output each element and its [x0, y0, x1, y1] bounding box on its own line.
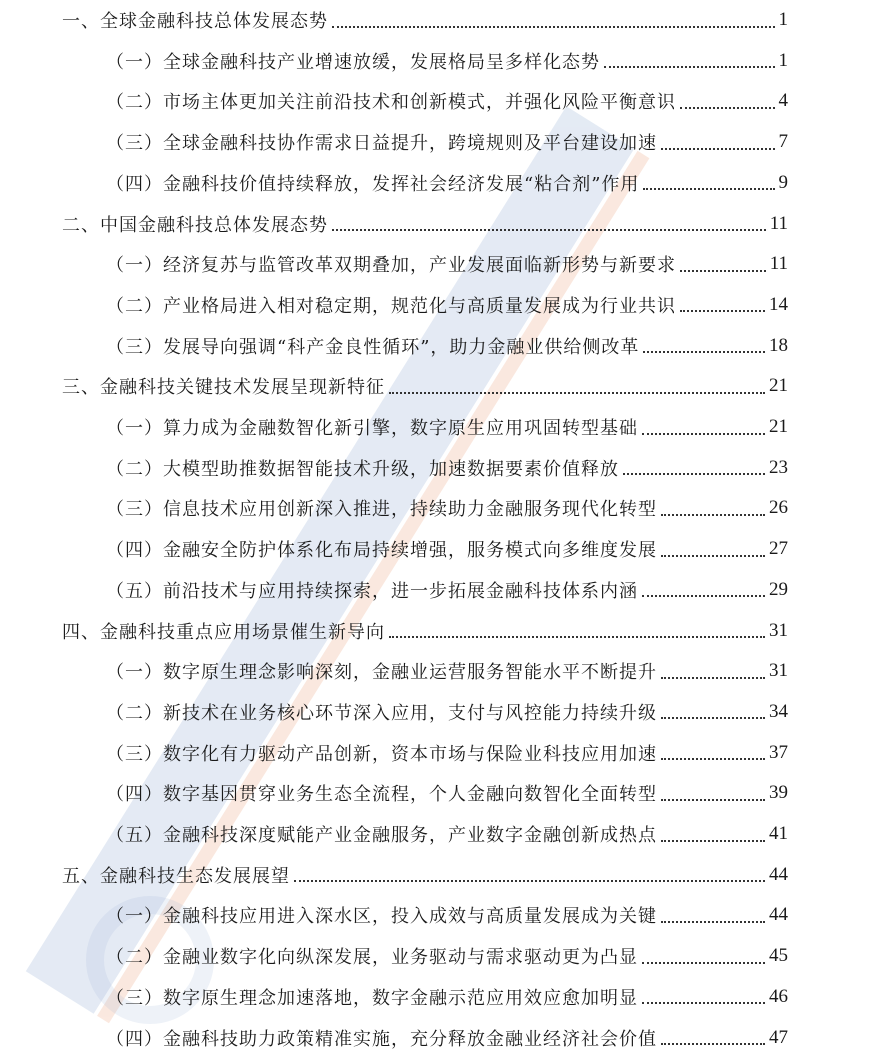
toc-page-number: 11: [769, 253, 788, 275]
toc-entry-title: 三、金融科技关键技术发展呈现新特征: [62, 377, 385, 399]
toc-entry-title: 四、金融科技重点应用场景催生新导向: [62, 621, 385, 643]
toc-entry-title: 二、中国金融科技总体发展态势: [62, 214, 328, 236]
toc-subsection-entry: [106, 773, 788, 813]
dot-leader: [294, 879, 765, 882]
toc-entry-title: （三）发展导向强调“科产金良性循环”，助力金融业供给侧改革: [106, 336, 640, 358]
toc-page-number: 11: [769, 212, 788, 234]
dot-leader: [661, 676, 765, 679]
toc-subsection-entry: [106, 570, 788, 610]
dot-leader: [661, 798, 765, 801]
toc-page-number: 44: [769, 863, 788, 885]
toc-subsection-entry: [106, 529, 788, 569]
toc-page-number: 21: [769, 375, 788, 397]
dot-leader: [643, 187, 774, 190]
dot-leader: [642, 961, 765, 964]
toc-subsection-entry: [106, 122, 788, 162]
toc-page-number: 7: [778, 131, 788, 153]
toc-entry-title: （一）经济复苏与监管改革双期叠加，产业发展面临新形势与新要求: [106, 255, 676, 277]
toc-section-entry: [62, 204, 788, 244]
toc-page-number: 37: [769, 741, 788, 763]
dot-leader: [661, 716, 765, 719]
toc-page-number: 46: [769, 985, 788, 1007]
dot-leader: [642, 594, 765, 597]
dot-leader: [680, 309, 765, 312]
toc-entry-title: （五）金融科技深度赋能产业金融服务，产业数字金融创新成热点: [106, 825, 657, 846]
toc-page-number: 44: [769, 904, 788, 926]
toc-subsection-entry: [106, 244, 788, 284]
dot-leader: [661, 839, 765, 842]
dot-leader: [332, 25, 775, 28]
toc-page-number: 47: [769, 1026, 788, 1048]
toc-page-number: 45: [769, 945, 788, 967]
toc-entry-title: （一）数字原生理念影响深刻，金融业运营服务智能水平不断提升: [106, 662, 657, 684]
dot-leader: [389, 635, 765, 638]
toc-page-number: 31: [769, 619, 788, 641]
toc-page-number: 27: [769, 538, 788, 560]
toc-subsection-entry: [106, 163, 788, 203]
toc-subsection-entry: [106, 814, 788, 854]
toc-entry-title: （四）金融科技价值持续释放，发挥社会经济发展“粘合剂”作用: [106, 173, 640, 195]
dot-leader: [680, 269, 766, 272]
toc-entry-title: 一、全球金融科技总体发展态势: [62, 11, 328, 32]
dot-leader: [623, 472, 765, 475]
toc-entry-title: （五）前沿技术与应用持续探索，进一步拓展金融科技体系内涵: [106, 580, 638, 602]
toc-entry-title: （一）金融科技应用进入深水区，投入成效与高质量发展成为关键: [106, 906, 657, 928]
dot-leader: [661, 1042, 765, 1045]
toc-entry-title: （四）数字基因贯穿业务生态全流程，个人金融向数智化全面转型: [106, 784, 657, 806]
toc-subsection-entry: [106, 977, 788, 1017]
toc-subsection-entry: [106, 733, 788, 773]
dot-leader: [642, 1001, 765, 1004]
toc-entry-title: 五、金融科技生态发展展望: [62, 865, 290, 887]
toc-page-number: 41: [769, 823, 788, 844]
toc-section-entry: [62, 611, 788, 651]
toc-entry-title: （三）信息技术应用创新深入推进，持续助力金融服务现代化转型: [106, 499, 657, 521]
toc-subsection-entry: [106, 692, 788, 732]
toc-section-entry: [62, 855, 788, 895]
dot-leader: [661, 513, 765, 516]
toc-entry-title: （四）金融安全防护体系化布局持续增强，服务模式向多维度发展: [106, 540, 657, 562]
toc-entry-title: （三）全球金融科技协作需求日益提升，跨境规则及平台建设加速: [106, 133, 657, 155]
toc-subsection-entry: [106, 1018, 788, 1058]
toc-entry-title: （一）算力成为金融数智化新引擎，数字原生应用巩固转型基础: [106, 418, 638, 439]
dot-leader: [332, 228, 766, 231]
toc-entry-title: （三）数字化有力驱动产品创新，资本市场与保险业科技应用加速: [106, 743, 657, 765]
dot-leader: [604, 65, 775, 68]
toc-page-number: 14: [769, 293, 788, 315]
dot-leader: [389, 391, 765, 394]
toc-entry-title: （四）金融科技助力政策精准实施，充分释放金融业经济社会价值: [106, 1028, 657, 1050]
toc-section-entry: [62, 0, 788, 40]
dot-leader: [680, 106, 775, 109]
toc-subsection-entry: [106, 936, 788, 976]
toc-page-number: 9: [778, 171, 788, 193]
toc-page-number: 23: [769, 456, 788, 478]
toc-subsection-entry: [106, 448, 788, 488]
toc-entry-title: （三）数字原生理念加速落地，数字金融示范应用效应愈加明显: [106, 987, 638, 1009]
toc-subsection-entry: [106, 326, 788, 366]
toc-entry-title: （二）市场主体更加关注前沿技术和创新模式，并强化风险平衡意识: [106, 92, 676, 114]
toc-subsection-entry: [106, 81, 788, 121]
toc-entry-title: （二）新技术在业务核心环节深入应用，支付与风控能力持续升级: [106, 702, 657, 724]
toc-page-number: 18: [769, 334, 788, 356]
dot-leader: [642, 432, 765, 435]
dot-leader: [661, 147, 775, 150]
toc-page-number: 29: [769, 578, 788, 600]
toc-page-number: 1: [778, 9, 788, 30]
toc-page-number: 31: [769, 660, 788, 682]
toc-subsection-entry: [106, 488, 788, 528]
dot-leader: [643, 350, 765, 353]
dot-leader: [661, 920, 765, 923]
toc-page-number: 39: [769, 782, 788, 804]
toc-page-number: 26: [769, 497, 788, 519]
toc-subsection-entry: [106, 407, 788, 447]
toc-section-entry: [62, 366, 788, 406]
toc-subsection-entry: [106, 651, 788, 691]
toc-entry-title: （二）金融业数字化向纵深发展，业务驱动与需求驱动更为凸显: [106, 947, 638, 969]
toc-subsection-entry: [106, 41, 788, 81]
toc-page-number: 1: [778, 49, 788, 71]
toc-entry-title: （二）产业格局进入相对稳定期，规范化与高质量发展成为行业共识: [106, 295, 676, 317]
dot-leader: [661, 757, 765, 760]
toc-subsection-entry: [106, 895, 788, 935]
dot-leader: [661, 554, 765, 557]
toc-page-number: 34: [769, 700, 788, 722]
toc-subsection-entry: [106, 285, 788, 325]
toc-entry-title: （一）全球金融科技产业增速放缓，发展格局呈多样化态势: [106, 51, 600, 73]
toc-entry-title: （二）大模型助推数据智能技术升级，加速数据要素价值释放: [106, 458, 619, 480]
toc-page-number: 21: [769, 416, 788, 437]
toc-page-number: 4: [778, 90, 788, 112]
